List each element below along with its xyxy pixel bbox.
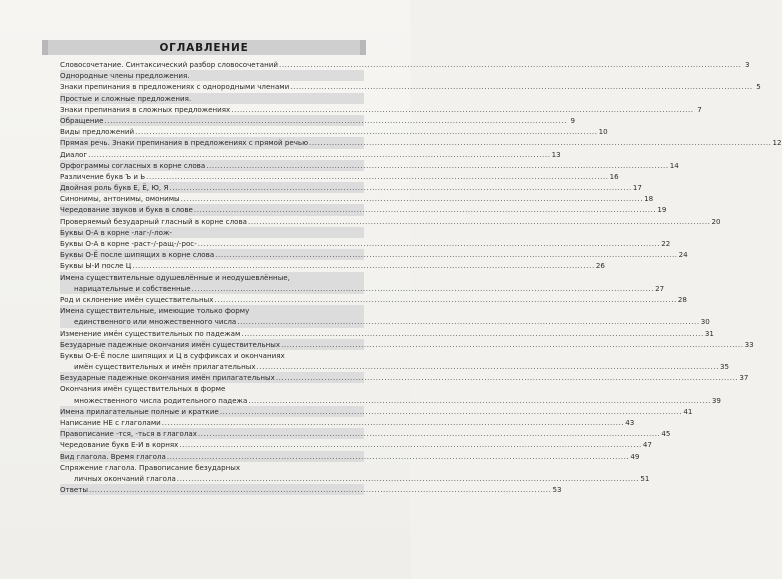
toc-entry-text: Чередование звуков и букв в слове <box>60 205 193 215</box>
toc-entry-text: Орфограммы согласных в корне слова <box>60 160 206 170</box>
dot-leader: .................................................................................................................................................................. <box>176 474 640 483</box>
toc-entry-line <box>60 439 652 450</box>
toc-page-number: 9 <box>570 115 575 125</box>
toc-entry-line <box>60 104 702 115</box>
toc-entry-text-continuation: множественного числа родительного падежа <box>74 395 248 405</box>
toc-entry-line <box>60 339 754 350</box>
toc-entry-text: Диалог <box>60 149 88 159</box>
dot-leader: .................................................................................................................................................................. <box>135 127 598 137</box>
dot-leader: .................................................................................................................................................................. <box>247 216 711 226</box>
table-of-contents <box>60 59 782 495</box>
toc-entry-text: Имена существительные одушевлённые и неодушевлённые, <box>60 272 290 282</box>
toc-entry <box>60 383 721 405</box>
dot-leader: .................................................................................................................................................................. <box>88 149 551 159</box>
toc-entry <box>60 417 635 428</box>
toc-page-number: 28 <box>677 294 687 304</box>
toc-entry <box>60 484 562 495</box>
toc-entry-text: Буквы Ы-И после Ц <box>60 261 132 271</box>
toc-entry-line <box>60 70 364 81</box>
toc-entry <box>60 294 687 305</box>
toc-entry <box>60 160 679 171</box>
toc-page-number: 5 <box>756 82 761 92</box>
toc-entry-line <box>60 126 608 137</box>
toc-entry <box>60 204 667 215</box>
toc-entry-text-continuation: нарицательные и собственные <box>74 283 191 293</box>
toc-entry <box>60 137 782 148</box>
toc-entry-text: Чередование букв Е-И в корнях <box>60 440 179 450</box>
toc-entry-text: Буквы О-Ё после шипящих в корне слова <box>60 250 215 260</box>
toc-entry-line <box>60 361 730 372</box>
dot-leader: .................................................................................................................................................................. <box>237 317 700 327</box>
toc-entry-text: Синонимы, антонимы, омонимы <box>60 194 180 204</box>
toc-entry-text: Имена существительные, имеющие только форму <box>60 306 250 316</box>
toc-page-number: 20 <box>711 216 721 226</box>
toc-entry-line <box>60 406 693 417</box>
toc-entry-line <box>60 59 750 70</box>
toc-entry-text: Знаки препинания в сложных предложениях <box>60 104 231 114</box>
toc-entry <box>60 350 730 372</box>
toc-entry <box>60 260 605 271</box>
toc-page-number: 18 <box>644 194 654 204</box>
toc-entry-line <box>60 193 654 204</box>
toc-entry <box>60 462 650 484</box>
toc-entry-text: Знаки препинания в предложениях с однородными членами <box>60 82 290 92</box>
toc-page-number: 45 <box>661 429 671 439</box>
toc-entry-line <box>60 93 364 104</box>
toc-page-number: 41 <box>683 406 693 416</box>
toc-entry <box>60 227 364 238</box>
toc-entry <box>60 70 364 81</box>
toc-page-number: 3 <box>744 60 750 69</box>
toc-entry-text: Безударные падежные окончания имён прилагательных <box>60 373 275 383</box>
toc-page-number: 43 <box>625 418 635 428</box>
dot-leader: .................................................................................................................................................................. <box>180 194 644 204</box>
toc-entry <box>60 305 710 327</box>
dot-leader: .................................................................................................................................................................. <box>197 429 661 439</box>
toc-page-number: 31 <box>704 328 714 338</box>
toc-entry-text-continuation: единственного или множественного числа <box>74 317 237 327</box>
toc-entry-line <box>60 316 710 327</box>
toc-entry-text: Простые и сложные предложения. <box>60 93 192 103</box>
toc-entry <box>60 81 761 92</box>
toc-entry <box>60 238 671 249</box>
toc-entry-line <box>60 451 640 462</box>
toc-entry <box>60 428 671 439</box>
toc-entry-line <box>60 328 714 339</box>
toc-entry-line <box>60 249 688 260</box>
toc-entry-text: Виды предложений <box>60 127 135 137</box>
toc-entry-line <box>60 484 562 495</box>
toc-entry-line <box>60 238 671 249</box>
toc-entry-line <box>60 115 575 126</box>
dot-leader: .................................................................................................................................................................. <box>290 82 753 92</box>
toc-entry-line <box>60 171 619 182</box>
toc-entry-text-continuation: имён существительных и имён прилагательных <box>74 362 256 372</box>
dot-leader: .................................................................................................................................................................. <box>89 485 552 495</box>
toc-page-number: 30 <box>700 317 710 327</box>
dot-leader: .................................................................................................................................................................. <box>275 373 739 383</box>
toc-entry-text: Буквы О-А в корне -раст-/-ращ-/-рос- <box>60 239 197 248</box>
toc-entry-text: Буквы О-Е-Ё после шипящих и Ц в суффиксах и окончаниях <box>60 350 285 360</box>
toc-entry-text: Спряжение глагола. Правописание безударных <box>60 462 241 472</box>
toc-entry-line <box>60 227 364 238</box>
toc-page-number: 19 <box>657 205 667 215</box>
toc-entry <box>60 328 714 339</box>
toc-entry-line <box>60 216 721 227</box>
toc-entry-text: Словосочетание. Синтаксический разбор словосочетаний <box>60 60 278 69</box>
toc-entry-line <box>60 204 667 215</box>
toc-entry-text: Вид глагола. Время глагола <box>60 451 166 461</box>
toc-entry-text: Прямая речь. Знаки препинания в предложениях с прямой речью <box>60 138 309 148</box>
toc-entry-text: Двойная роль букв Е, Ё, Ю, Я <box>60 183 169 193</box>
dot-leader: .................................................................................................................................................................. <box>146 171 609 181</box>
toc-entry-line <box>60 473 650 484</box>
dot-leader: .................................................................................................................................................................. <box>191 283 655 293</box>
toc-entry-line <box>60 81 761 92</box>
dot-leader: .................................................................................................................................................................. <box>231 104 694 114</box>
toc-entry-text: Правописание -тся, -ться в глаголах <box>60 429 197 439</box>
dot-leader: .................................................................................................................................................................. <box>206 160 669 170</box>
toc-entry <box>60 59 750 70</box>
toc-page-number: 24 <box>678 250 688 260</box>
dot-leader: .................................................................................................................................................................. <box>309 138 772 148</box>
toc-entry <box>60 171 619 182</box>
toc-page-number: 27 <box>655 283 665 293</box>
toc-page-number: 10 <box>598 127 608 137</box>
toc-entry <box>60 126 608 137</box>
toc-entry-line <box>60 283 665 294</box>
toc-entry-text: Изменение имён существительных по падежам <box>60 328 241 338</box>
toc-entry-line <box>60 160 679 171</box>
dot-leader: .................................................................................................................................................................. <box>241 328 704 338</box>
toc-entry-line <box>60 149 561 160</box>
dot-leader: .................................................................................................................................................................. <box>169 183 632 193</box>
toc-entry-text-continuation: личных окончаний глагола <box>74 474 176 483</box>
dot-leader: .................................................................................................................................................................. <box>179 440 642 450</box>
toc-entry <box>60 149 561 160</box>
toc-entry-text: Однородные члены предложения. <box>60 71 190 81</box>
toc-entry-text: Ответы <box>60 485 88 495</box>
toc-entry <box>60 115 575 126</box>
toc-entry-text: Обращение <box>60 115 104 125</box>
toc-entry-text: Окончания имён существительных в форме <box>60 384 226 394</box>
toc-page-number: 47 <box>642 440 652 450</box>
dot-leader: .................................................................................................................................................................. <box>197 239 661 248</box>
toc-page-number: 53 <box>552 485 562 495</box>
toc-entry <box>60 406 693 417</box>
toc-page-number: 51 <box>640 474 650 483</box>
toc-entry-line <box>60 182 642 193</box>
dot-leader: .................................................................................................................................................................. <box>248 395 711 405</box>
title-bar <box>42 40 366 55</box>
toc-page-number: 13 <box>551 149 561 159</box>
toc-page-number: 16 <box>609 171 619 181</box>
toc-entry <box>60 339 754 350</box>
dot-leader: .................................................................................................................................................................. <box>256 362 720 372</box>
toc-entry-line <box>60 260 605 271</box>
page-title: ОГЛАВЛЕНИЕ <box>159 41 249 54</box>
toc-page-number: 12 <box>772 138 782 148</box>
dot-leader: .................................................................................................................................................................. <box>132 261 595 271</box>
toc-entry-line <box>60 372 749 383</box>
toc-entry <box>60 249 688 260</box>
toc-page-number: 33 <box>744 339 754 349</box>
toc-entry <box>60 182 642 193</box>
toc-entry-line <box>60 137 782 148</box>
toc-entry-text: Род и склонение имён существительных <box>60 294 214 304</box>
toc-page-number: 17 <box>632 183 642 193</box>
dot-leader: .................................................................................................................................................................. <box>281 339 744 349</box>
toc-entry <box>60 439 652 450</box>
toc-page-number: 39 <box>711 395 721 405</box>
toc-entry <box>60 193 654 204</box>
toc-entry-line <box>60 417 635 428</box>
dot-leader: .................................................................................................................................................................. <box>278 60 742 69</box>
toc-entry-text: Безударные падежные окончания имён существительных <box>60 339 281 349</box>
toc-page-number: 35 <box>720 362 730 372</box>
toc-entry <box>60 272 665 294</box>
toc-entry <box>60 93 364 104</box>
toc-entry <box>60 451 640 462</box>
dot-leader: .................................................................................................................................................................. <box>161 418 625 428</box>
toc-entry-line <box>60 428 671 439</box>
toc-page-number: 22 <box>661 239 671 248</box>
toc-page-number: 26 <box>595 261 605 271</box>
toc-entry-text: Имена прилагательные полные и краткие <box>60 406 219 416</box>
toc-entry <box>60 372 749 383</box>
dot-leader: .................................................................................................................................................................. <box>214 294 677 304</box>
toc-page-number: 49 <box>630 451 640 461</box>
toc-entry-text: Различение букв Ъ и Ь <box>60 171 146 181</box>
toc-page-number: 14 <box>669 160 679 170</box>
toc-entry-line <box>60 294 687 305</box>
dot-leader: .................................................................................................................................................................. <box>166 451 630 461</box>
toc-entry-line <box>60 395 721 406</box>
toc-entry-text: Буквы О-А в корне -лаг-/-лож- <box>60 227 172 237</box>
dot-leader: .................................................................................................................................................................. <box>193 205 657 215</box>
dot-leader: .................................................................................................................................................................. <box>219 406 683 416</box>
toc-page-number: 7 <box>697 104 702 114</box>
toc-entry-text: Проверяемый безударный гласный в корне слова <box>60 216 247 226</box>
toc-entry <box>60 104 702 115</box>
toc-entry <box>60 216 721 227</box>
toc-page-number: 37 <box>739 373 749 383</box>
dot-leader: .................................................................................................................................................................. <box>104 115 567 125</box>
toc-entry-text: Написание НЕ с глаголами <box>60 418 161 428</box>
dot-leader: .................................................................................................................................................................. <box>215 250 678 260</box>
